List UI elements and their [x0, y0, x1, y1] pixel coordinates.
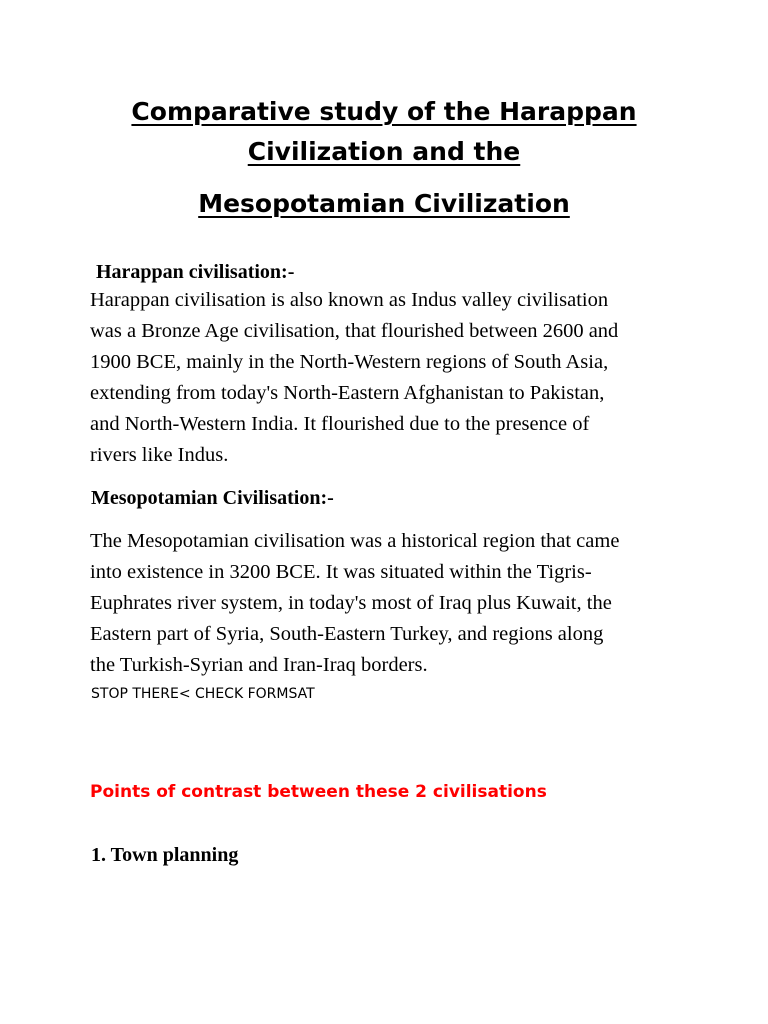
document-title-line-3: Mesopotamian Civilization: [198, 189, 570, 218]
harappan-line: rivers like Indus.: [90, 444, 229, 466]
contrast-heading: Points of contrast between these 2 civilisations: [90, 782, 547, 802]
mesopotamian-line: Euphrates river system, in today's most of Iraq plus Kuwait, the: [90, 592, 612, 614]
harappan-line: was a Bronze Age civilisation, that flourished between 2600 and: [90, 320, 619, 342]
town-planning-heading: 1. Town planning: [91, 844, 239, 866]
harappan-line: Harappan civilisation is also known as Indus valley civilisation: [90, 289, 609, 311]
mesopotamian-paragraph: [90, 526, 690, 681]
harappan-line: and North-Western India. It flourished due to the presence of: [90, 413, 590, 435]
editor-note: STOP THERE< CHECK FORMSAT: [91, 686, 315, 702]
document-title-line-1: Comparative study of the Harappan: [131, 97, 637, 126]
mesopotamian-heading: Mesopotamian Civilisation:-: [91, 487, 334, 509]
harappan-line: 1900 BCE, mainly in the North-Western regions of South Asia,: [90, 351, 609, 373]
harappan-heading: Harappan civilisation:-: [96, 261, 295, 283]
mesopotamian-line: The Mesopotamian civilisation was a historical region that came: [90, 530, 620, 552]
harappan-paragraph: [90, 285, 690, 471]
harappan-line: extending from today's North-Eastern Afghanistan to Pakistan,: [90, 382, 605, 404]
mesopotamian-line: Eastern part of Syria, South-Eastern Turkey, and regions along: [90, 623, 604, 645]
mesopotamian-line: the Turkish-Syrian and Iran-Iraq borders.: [90, 654, 428, 676]
document-title-line-2: Civilization and the: [247, 137, 521, 166]
mesopotamian-line: into existence in 3200 BCE. It was situated within the Tigris-: [90, 561, 592, 583]
